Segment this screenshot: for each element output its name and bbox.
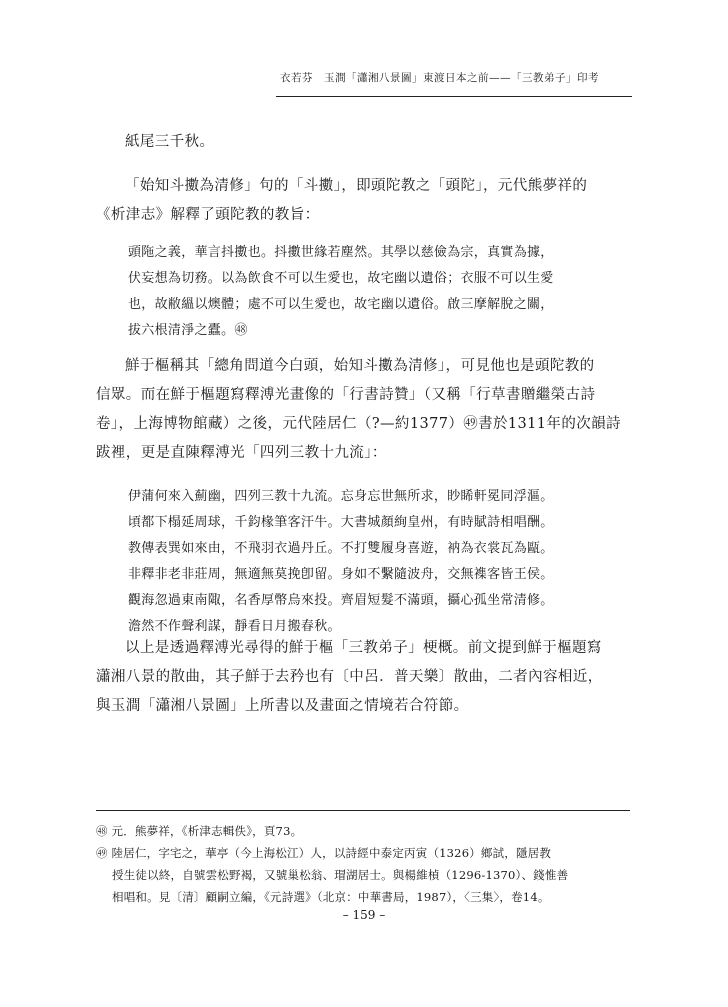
- text-line: 《析津志》解釋了頭陀教的教旨：: [96, 207, 320, 223]
- poem-line: 伊蒲何來入薊幽，四列三教十九流。忘身忘世無所求，眇睎軒冕同浮漚。: [128, 489, 554, 504]
- paragraph-4: [96, 634, 636, 721]
- text-line: 以上是透過釋溥光尋得的鮮于樞「三教弟子」梗概。前文提到鮮于樞題寫: [125, 640, 602, 656]
- running-head: 衣若芬 玉澗「瀟湘八景圖」東渡日本之前——「三教弟子」印考: [280, 72, 599, 84]
- text-line: 信眾。而在鮮于樞題寫釋溥光畫像的「行書詩贊」（又稱「行草書贈繼榮古詩: [96, 387, 596, 403]
- text-line: 跋裡，更是直陳釋溥光「四列三教十九流」：: [96, 445, 387, 461]
- quote-line: 拔六根清淨之蠹。㊽: [128, 323, 248, 338]
- text-line: 「始知斗擻為清修」句的「斗擻」，即頭陀教之「頭陀」，元代熊夢祥的: [125, 178, 588, 194]
- text-line: 鮮于樞稱其「總角問道今白頭，始知斗擻為清修」，可見他也是頭陀教的: [125, 358, 595, 374]
- paragraph-3: [96, 352, 636, 468]
- poem-line: 觀海忽過東南陬，名香厚幣烏來投。齊眉短髮不滿頭，攝心孤坐常清修。: [128, 593, 554, 608]
- text-line: 紙尾三千秋。: [125, 134, 215, 150]
- footnote-58: ㊽ 元．熊夢祥，《析津志輯佚》，頁73。: [96, 824, 303, 838]
- footnote-rule: [96, 810, 630, 811]
- poem-line: 教傳表巽如來由，不飛羽衣過丹丘。不打雙履身喜遊，衲為衣裳瓦為甌。: [128, 541, 554, 556]
- page-number: – 159 –: [342, 908, 386, 922]
- footnote-59-cont: 相唱和。見〔清〕顧嗣立編，《元詩選》（北京：中華書局，1987），〈三集〉，卷14。: [112, 890, 550, 904]
- text-line: 與玉澗「瀟湘八景圖」上所書以及畫面之情境若合符節。: [96, 698, 469, 714]
- text-line: 瀟湘八景的散曲，其子鮮于去矜也有〔中呂．普天樂〕散曲，二者內容相近，: [96, 669, 603, 685]
- footnotes: [96, 820, 636, 908]
- quote-line: 也，故敝縕以燠體；處不可以生愛也，故宅幽以遺俗。啟三摩解脫之關，: [128, 297, 554, 312]
- block-quote-2: [128, 484, 628, 640]
- paragraph-1: [96, 128, 636, 157]
- text-line: 卷」，上海博物館藏）之後，元代陸居仁（?—約1377）㊾書於1311年的次韻詩: [96, 416, 621, 432]
- quote-line: 伏妄想為切務。以為飲食不可以生愛也，故宅幽以遺俗；衣服不可以生愛: [128, 271, 554, 286]
- poem-line: 頃都下榻延周球，千鈞椽筆客汗牛。大書城顏絢皇州，有時賦詩相唱酬。: [128, 515, 554, 530]
- block-quote-1: [128, 240, 628, 344]
- quote-line: 頭陁之義，華言抖擻也。抖擻世緣若塵然。其學以慈儉為宗，真實為據，: [128, 245, 554, 260]
- poem-line: 澹然不作聲利謀，靜看日月搬春秋。: [128, 619, 341, 634]
- poem-line: 非釋非老非莊周，無適無莫挽卽留。身如不繫隨波舟，交無襍客皆王侯。: [128, 567, 554, 582]
- footnote-59: ㊾ 陸居仁，字宅之，華亭（今上海松江）人，以詩經中泰定丙寅（1326）鄉試，隱居教: [96, 846, 552, 860]
- header-rule: [276, 96, 632, 97]
- paragraph-2: [96, 172, 636, 230]
- footnote-59-cont: 授生徒以終，自號雲松野褐，又號巢松翁、瑁湖居士。與楊維楨（1296-1370）、錢惟善: [112, 868, 569, 882]
